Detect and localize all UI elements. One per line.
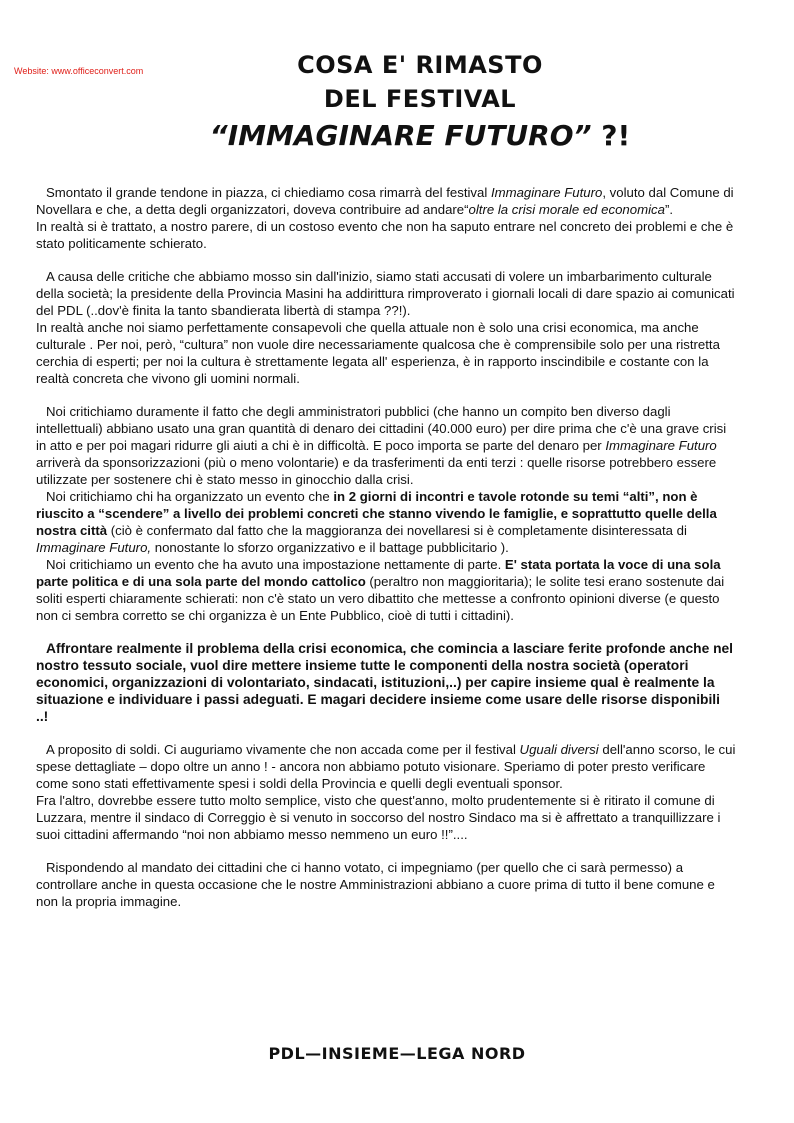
festival-name: “IMMAGINARE FUTURO” bbox=[209, 119, 592, 152]
title-punctuation: ?! bbox=[591, 119, 631, 152]
p3-text-a: Noi critichiamo duramente il fatto che degli amministratori pubblici (che hanno un compito ben diverso dagli intellettuali) abbiano usato una gran quantità di denaro dei cittadini (40.000 euro) per dire prima che c'è una grave crisi in atto e per poi magari ridurre gli aiuti a chi è in difficoltà. E poco importa se parte del denaro per bbox=[36, 404, 727, 453]
p4-text-e: nonostante lo sforzo organizzativo e il battage pubblicitario ). bbox=[151, 540, 509, 555]
title-line-3 bbox=[150, 116, 690, 156]
p3-text-c: arriverà da sponsorizzazioni (più o meno volontarie) e da trasferimenti da enti terzi : quelle risorse potrebbero essere utilizzate per sostenere chi è stato messo in ginocchio dalla crisi. bbox=[36, 455, 717, 487]
paragraph-2b: In realtà anche noi siamo perfettamente consapevoli che quella attuale non è solo una crisi economica, ma anche culturale . Per noi, però, “cultura” non vuole dire necessariamente qualcosa che è comprensibile solo per una ristretta cerchia di esperti; per noi la cultura è strettamente legata all' esperienza, è in rapporto inscindibile e costante con la realtà concreta che vivono gli uomini normali. bbox=[36, 320, 720, 386]
paragraph-8 bbox=[36, 859, 736, 910]
p1-quote: oltre la crisi morale ed economica bbox=[468, 202, 665, 217]
paragraph-2 bbox=[36, 268, 736, 319]
paragraph-1b: In realtà si è trattato, a nostro parere, di un costoso evento che non ha saputo entrare nel concreto dei problemi e che è stato politicamente schierato. bbox=[36, 219, 734, 251]
p5-text-c: (peraltro non maggioritaria); le solite tesi erano sostenute dai soliti esperti chiaramente schierati: non c'è stato un vero dibattito che mettesse a confronto opinioni diverse (e questo non ci sembra corretto se chi organizza è un Ente Pubblico, cioè di tutti i cittadini). bbox=[36, 574, 725, 623]
p1-text-c: , voluto dal Comune di Novellara e che, a detta degli organizzatori, doveva contribuire ad andare“ bbox=[36, 185, 734, 217]
paragraph-4 bbox=[36, 488, 736, 556]
p1-text-a: Smontato il grande tendone in piazza, ci chiediamo cosa rimarrà del festival bbox=[46, 185, 491, 200]
p4-text-a: Noi critichiamo chi ha organizzato un evento che bbox=[46, 489, 334, 504]
paragraph-3 bbox=[36, 403, 736, 488]
p8-text: Rispondendo al mandato dei cittadini che ci hanno votato, ci impegniamo (per quello che ci sarà permesso) a controllare anche in questa occasione che le nostre Amministrazioni abbiano a cuore prima di tutto il bene comune e non la propria immagine. bbox=[36, 860, 715, 909]
signature: PDL—INSIEME—LEGA NORD bbox=[268, 1044, 526, 1063]
p6-text: Affrontare realmente il problema della crisi economica, che comincia a lasciare ferite profonde anche nel nostro tessuto sociale, vuol dire mettere insieme tutte le componenti della nostra società (operatori economici, organizzazioni di volontariato, sindacati, istituzioni,..) per capire insieme qual è realmente la situazione e individuare i passi adeguati. E magari decidere insieme come usare delle risorse disponibili ..! bbox=[36, 641, 734, 724]
document-title bbox=[150, 48, 690, 156]
p5-bold: E' stata portata la voce di una sola parte politica e di una sola parte del mondo cattolico bbox=[36, 557, 721, 589]
paragraph-6 bbox=[36, 640, 736, 725]
p4-bold: in 2 giorni di incontri e tavole rotonde su temi “alti”, non è riuscito a “scendere” a livello dei problemi concreti che stanno vivendo le famiglie, e soprattutto quelle della nostra città bbox=[36, 489, 717, 538]
p7-festival-name: Uguali diversi bbox=[519, 742, 599, 757]
p7-text-a: A proposito di soldi. Ci auguriamo vivamente che non accada come per il festival bbox=[46, 742, 520, 757]
p5-text-a: Noi critichiamo un evento che ha avuto una impostazione nettamente di parte. bbox=[46, 557, 505, 572]
p3-festival-name: Immaginare Futuro bbox=[605, 438, 717, 453]
p7-text-c: dell'anno scorso, le cui spese dettagliate – dopo oltre un anno ! - ancora non abbiamo potuto visionare. Speriamo di poter presto verificare come sono stati effettivamente spesi i soldi della Provincia e quelli degli eventuali sponsor. bbox=[36, 742, 736, 791]
paragraph-5 bbox=[36, 556, 736, 624]
title-line-2: DEL FESTIVAL bbox=[323, 85, 517, 113]
p1-festival-name: Immaginare Futuro bbox=[490, 185, 603, 200]
p1-text-e: ”. bbox=[664, 202, 674, 217]
document-body bbox=[36, 184, 736, 926]
paragraph-1 bbox=[36, 184, 736, 218]
paragraph-7 bbox=[36, 741, 736, 792]
p4-text-c: (ciò è confermato dal fatto che la maggioranza dei novellaresi si è completamente disinteressata di bbox=[107, 523, 687, 538]
p2-text: A causa delle critiche che abbiamo mosso sin dall'inizio, siamo stati accusati di volere un imbarbarimento culturale della società; la presidente della Provincia Masini ha addirittura rimproverato i giornali locali di dare spazio ai comunicati del PDL (..dov'è finita la tanto sbandierata libertà di stampa ??!). bbox=[36, 269, 735, 318]
website-label: Website: www.officeconvert.com bbox=[14, 66, 144, 76]
title-line-1: COSA E' RIMASTO bbox=[297, 51, 543, 79]
p4-festival-name: Immaginare Futuro, bbox=[36, 540, 152, 555]
paragraph-7b: Fra l'altro, dovrebbe essere tutto molto semplice, visto che quest'anno, molto prudentemente si è ritirato il comune di Luzzara, mentre il sindaco di Correggio è si venuto in soccorso del nostro Sindaco ma si è affrettato a tranquillizzare i suoi cittadini affermando “noi non abbiamo messo nemmeno un euro !!”.... bbox=[36, 793, 721, 842]
